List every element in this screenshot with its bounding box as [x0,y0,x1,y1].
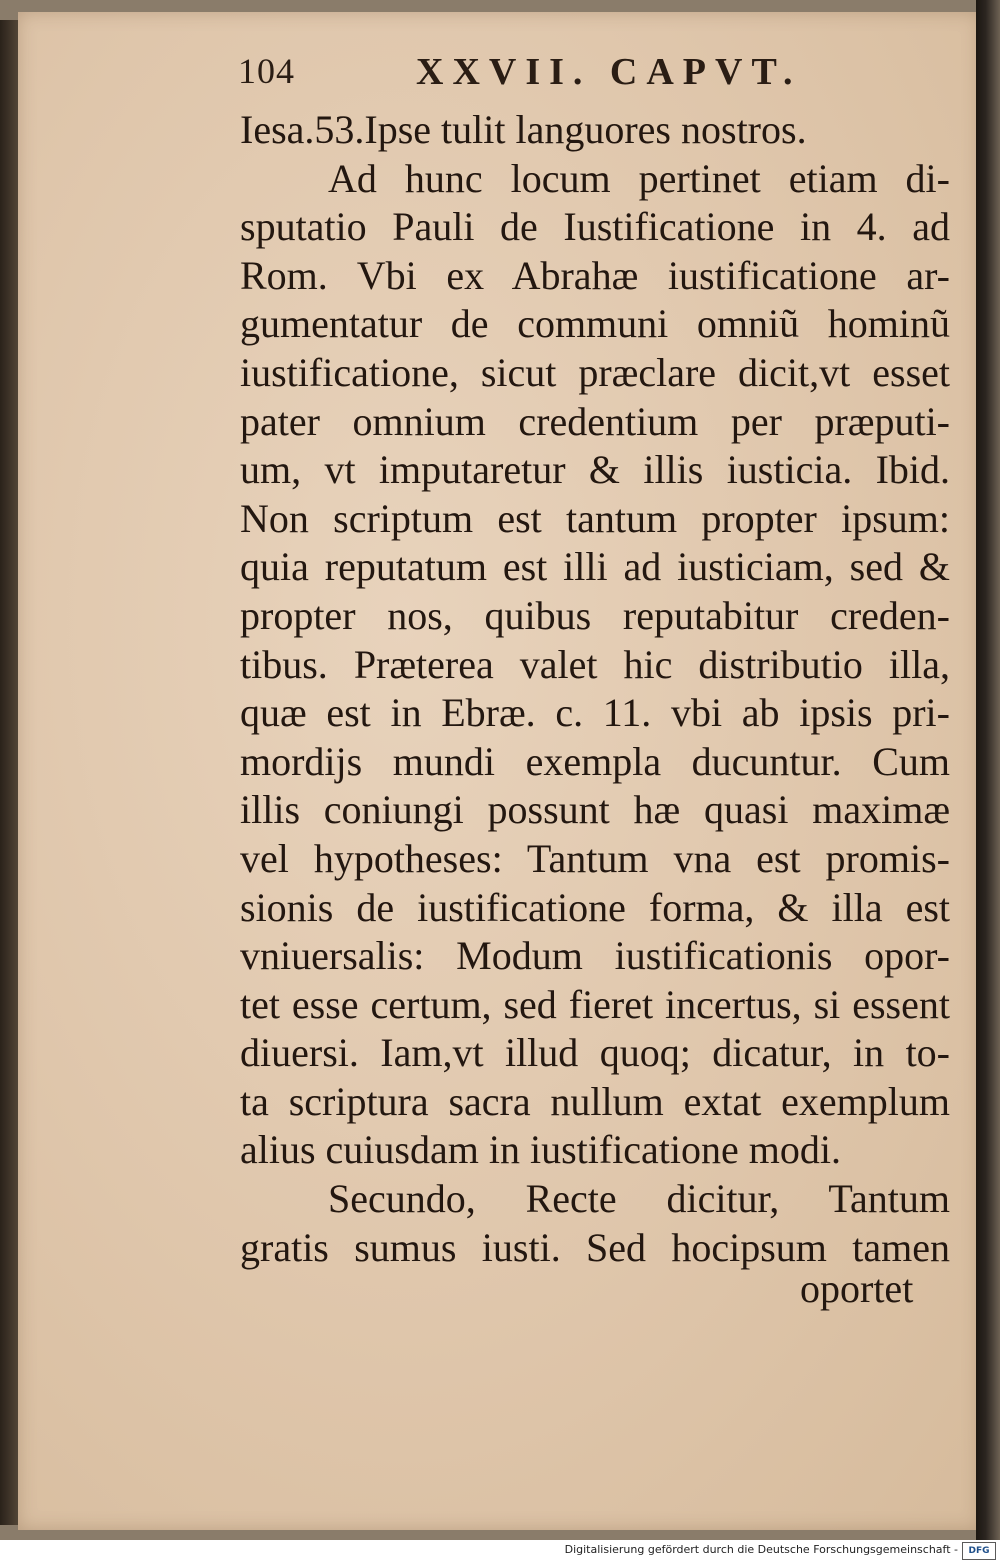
text-line: vel hypotheses: Tantum vna est promis- [240,835,950,881]
text-line: diuersi. Iam,vt illud quoq; dicatur, in to- [240,1030,950,1076]
text-line: alius cuiusdam in iustificatione modi. [240,1127,842,1173]
text-line: quæ est in Ebræ. c. 11. vbi ab ipsis pri- [240,690,950,736]
page-number: 104 [238,51,295,91]
text-line: pater omnium credentium per præputi- [240,398,950,444]
text-line: sionis de iustificatione forma, & illa est [240,884,950,930]
text-line: illis coniungi possunt hæ quasi maximæ [240,787,950,833]
catchword: oportet [800,1266,914,1311]
text-line: Ad hunc locum pertinet etiam di- [328,155,950,201]
text-line: gratis sumus iusti. Sed hocipsum tamen [240,1224,950,1270]
text-line: Rom. Vbi ex Abrahæ iustificatione ar- [240,252,950,298]
text-line: ta scriptura sacra nullum extat exemplum [240,1078,950,1124]
text-line: vniuersalis: Modum iustificationis opor- [240,933,950,979]
text-line: propter nos, quibus reputabitur creden- [240,592,950,638]
text-line: tet esse certum, sed fieret incertus, si essent [240,981,950,1027]
text-line: sputatio Pauli de Iustificatione in 4. ad [240,204,950,250]
digitization-footer [0,1540,1000,1563]
running-head: XXVII. CAPVT. [416,51,802,93]
text-line: quia reputatum est illi ad iusticiam, sed & [240,544,950,590]
text-line: Secundo, Recte dicitur, Tantum [328,1176,950,1222]
text-line: Iesa.53.Ipse tulit languores nostros. [240,107,807,152]
text-line: iustificatione, sicut præclare dicit,vt esset [240,349,950,395]
text-line: Non scriptum est tantum propter ipsum: [240,495,950,541]
text-line: gumentatur de communi omniũ hominũ [240,301,950,347]
text-line: um, vt imputaretur & illis iusticia. Ibid. [240,447,950,493]
page-edge [976,0,1000,1540]
body-text [240,106,950,1272]
text-line: tibus. Præterea valet hic distributio illa, [240,641,950,687]
footer-credit: Digitalisierung gefördert durch die Deutsche Forschungsgemeinschaft - [564,1543,958,1556]
page-header [238,44,858,104]
dfg-logo: DFG [962,1542,996,1560]
text-line: mordijs mundi exempla ducuntur. Cum [240,738,950,784]
